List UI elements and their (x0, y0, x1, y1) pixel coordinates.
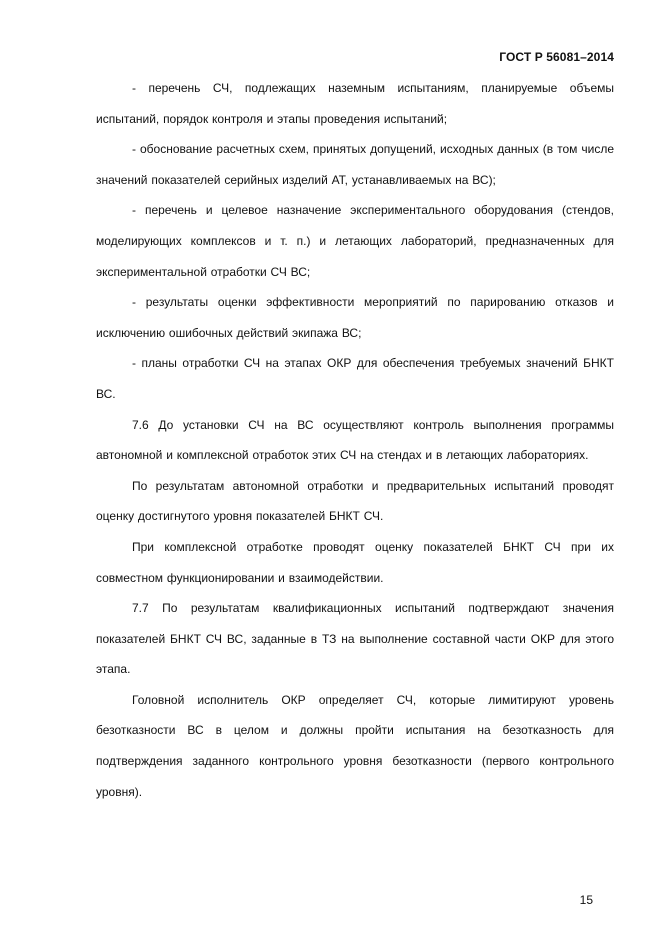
complex-testing-paragraph: При комплексной отработке проводят оценку показателей БНКТ СЧ при их совместном функционировании и взаимодействии. (96, 539, 614, 585)
document-code-header: ГОСТ Р 56081–2014 (499, 50, 614, 64)
list-item-tested-components: - перечень СЧ, подлежащих наземным испытаниям, планируемые объемы испытаний, порядок контроля и этапы проведения испытаний; (96, 81, 614, 126)
list-item-experimental-equipment: - перечень и целевое назначение экспериментального оборудования (стендов, моделирующих комплексов и т. п.) и летающих лабораторий, предназначенных для экспериментальной отработки СЧ ВС; (96, 203, 614, 279)
list-item-efficiency-results: - результаты оценки эффективности мероприятий по парированию отказов и исключению ошибочных действий экипажа ВС; (96, 295, 614, 340)
page-number: 15 (579, 893, 593, 907)
list-item-calculation-justification: - обоснование расчетных схем, принятых допущений, исходных данных (в том числе значений показателей серийных изделий АТ, устанавливаемых на ВС); (96, 142, 614, 187)
list-item-development-plans: - планы отработки СЧ на этапах ОКР для обеспечения требуемых значений БНКТ ВС. (96, 356, 614, 401)
preliminary-tests-paragraph: По результатам автономной отработки и предварительных испытаний проводят оценку достигнутого уровня показателей БНКТ СЧ. (96, 478, 614, 524)
document-body (96, 73, 614, 807)
section-7-6-paragraph: 7.6 До установки СЧ на ВС осуществляют контроль выполнения программы автономной и комплексной отработок этих СЧ на стендах и в летающих лабораториях. (96, 417, 614, 463)
head-contractor-paragraph: Головной исполнитель ОКР определяет СЧ, которые лимитируют уровень безотказности ВС в целом и должны пройти испытания на безотказность для подтверждения заданного контрольного уровня безотказности (первого контрольного уровня). (96, 692, 614, 799)
section-7-7-paragraph: 7.7 По результатам квалификационных испытаний подтверждают значения показателей БНКТ СЧ ВС, заданные в ТЗ на выполнение составной части ОКР для этого этапа. (96, 601, 614, 677)
